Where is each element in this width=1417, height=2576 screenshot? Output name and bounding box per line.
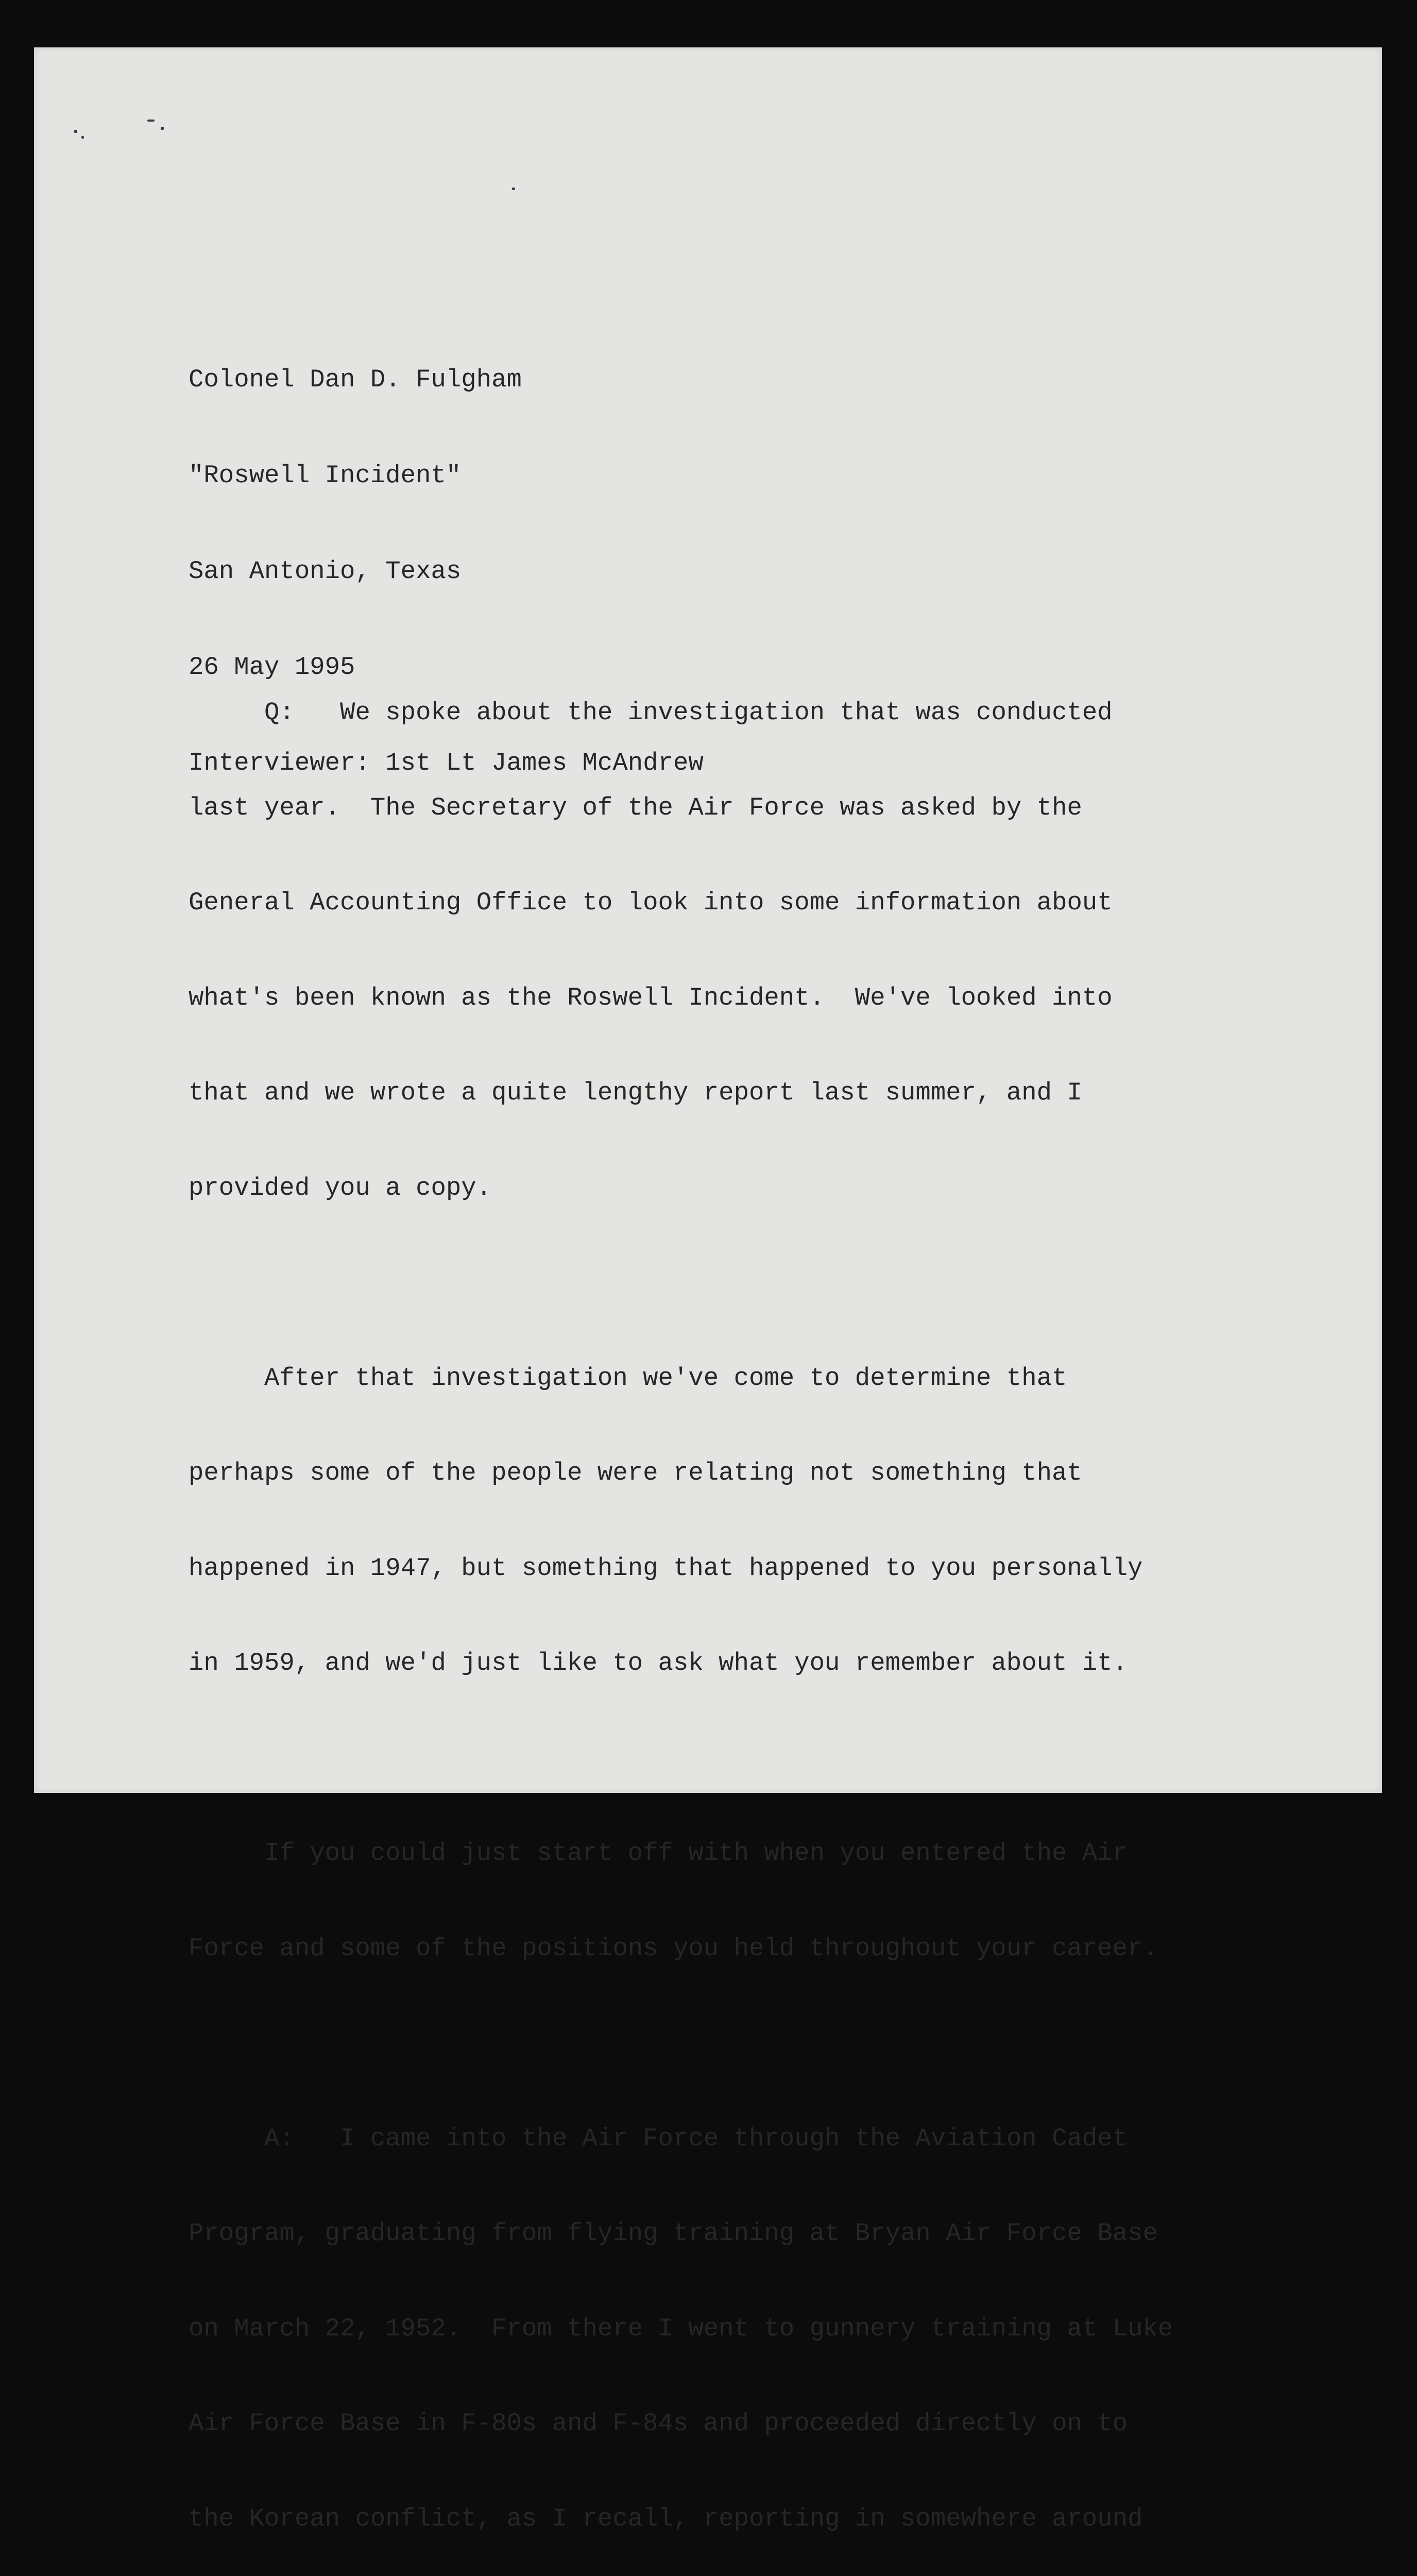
text-line: the Korean conflict, as I recall, reporting in somewhere around xyxy=(189,2503,1296,2535)
text-line: A: I came into the Air Force through the Aviation Cadet xyxy=(189,2123,1296,2155)
header-line-date: 26 May 1995 xyxy=(189,651,704,683)
scan-mark xyxy=(147,120,155,122)
text-line: If you could just start off with when you entered the Air xyxy=(189,1838,1296,1870)
text-line: Force and some of the positions you held throughout your career. xyxy=(189,1933,1296,1965)
scan-mark xyxy=(512,188,515,190)
text-line: provided you a copy. xyxy=(189,1173,1296,1205)
text-line: After that investigation we've come to determine that xyxy=(189,1363,1296,1395)
scan-mark xyxy=(81,136,84,139)
text-line: Q: We spoke about the investigation that was conducted xyxy=(189,697,1296,729)
text-line: General Accounting Office to look into some information about xyxy=(189,887,1296,919)
text-line: perhaps some of the people were relating not something that xyxy=(189,1458,1296,1489)
paragraph-1 xyxy=(189,634,1296,1267)
header-line-title: "Roswell Incident" xyxy=(189,460,704,492)
transcript-body xyxy=(189,634,1296,2576)
text-line: Air Force Base in F-80s and F-84s and proceeded directly on to xyxy=(189,2408,1296,2440)
text-line: Program, graduating from flying training at Bryan Air Force Base xyxy=(189,2218,1296,2250)
text-line: last year. The Secretary of the Air Force was asked by the xyxy=(189,792,1296,824)
paragraph-2 xyxy=(189,1299,1296,1743)
header-line-location: San Antonio, Texas xyxy=(189,555,704,587)
text-line: what's been known as the Roswell Incident. We've looked into xyxy=(189,982,1296,1014)
header-line-interviewer: Interviewer: 1st Lt James McAndrew xyxy=(189,747,704,779)
text-line: happened in 1947, but something that happened to you personally xyxy=(189,1553,1296,1585)
text-line: on March 22, 1952. From there I went to gunnery training at Luke xyxy=(189,2313,1296,2345)
document-page xyxy=(34,47,1382,1793)
header-line-subject: Colonel Dan D. Fulgham xyxy=(189,364,704,396)
text-line: in 1959, and we'd just like to ask what you remember about it. xyxy=(189,1648,1296,1680)
scan-mark xyxy=(161,127,164,130)
paragraph-3 xyxy=(189,1774,1296,2028)
paragraph-4 xyxy=(189,2060,1296,2576)
scan-mark xyxy=(74,130,77,133)
text-line: that and we wrote a quite lengthy report last summer, and I xyxy=(189,1077,1296,1109)
